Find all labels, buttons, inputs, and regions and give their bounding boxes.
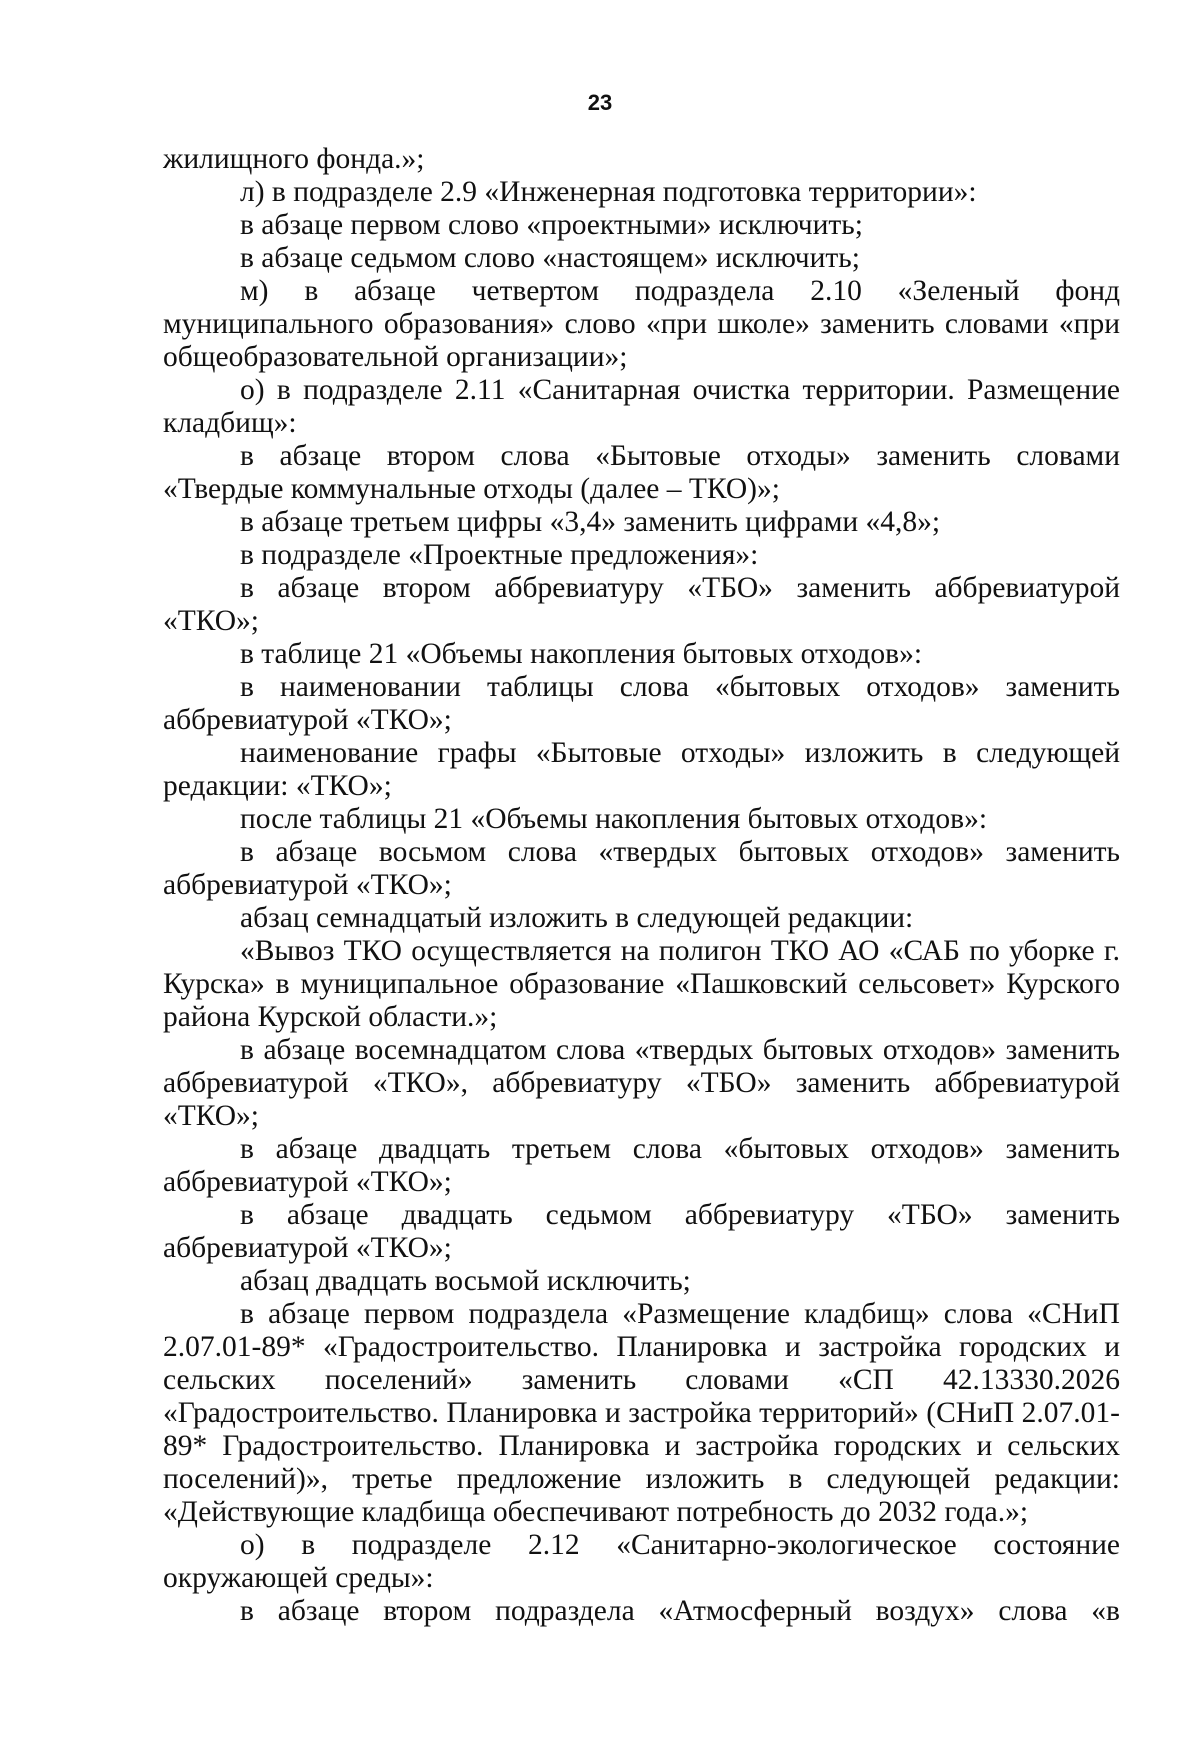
paragraph: абзац двадцать восьмой исключить; (240, 1265, 691, 1297)
paragraph: в абзаце втором подраздела «Атмосферный воздух» слова «в (240, 1595, 1120, 1627)
paragraph: в абзаце втором слова «Бытовые отходы» заменить словами «Твердые коммунальные отходы (далее – ТКО)»; (163, 440, 1120, 505)
paragraph: л) в подразделе 2.9 «Инженерная подготовка территории»: (240, 176, 977, 208)
paragraph: в наименовании таблицы слова «бытовых отходов» заменить аббревиатурой «ТКО»; (163, 671, 1120, 736)
paragraph: наименование графы «Бытовые отходы» изложить в следующей редакции: «ТКО»; (163, 737, 1120, 802)
paragraph: о) в подразделе 2.11 «Санитарная очистка территории. Размещение кладбищ»: (163, 374, 1120, 439)
document-body (163, 143, 1120, 1628)
paragraph: «Вывоз ТКО осуществляется на полигон ТКО АО «САБ по уборке г. Курска» в муниципальное образование «Пашковский сельсовет» Курского района Курской области.»; (163, 935, 1120, 1033)
paragraph: о) в подразделе 2.12 «Санитарно-экологическое состояние окружающей среды»: (163, 1529, 1120, 1594)
paragraph: в абзаце третьем цифры «3,4» заменить цифрами «4,8»; (240, 506, 941, 538)
paragraph: после таблицы 21 «Объемы накопления бытовых отходов»: (240, 803, 988, 835)
paragraph: в абзаце восемнадцатом слова «твердых бытовых отходов» заменить аббревиатурой «ТКО», аббревиатуру «ТБО» заменить аббревиатурой «ТКО»; (163, 1034, 1120, 1132)
paragraph: в абзаце двадцать третьем слова «бытовых отходов» заменить аббревиатурой «ТКО»; (163, 1133, 1120, 1198)
paragraph: в подразделе «Проектные предложения»: (240, 539, 759, 571)
paragraph: жилищного фонда.»; (163, 143, 425, 175)
paragraph: в абзаце первом подраздела «Размещение кладбищ» слова «СНиП 2.07.01-89* «Градостроительство. Планировка и застройка городских и сельских поселений» заменить словами «СП 42.13330.2026 «Градостроительство. Планировка и застройка территорий» (СНиП 2.07.01-89* Градостроительство. Планировка и застройка городских и сельских поселений)», третье предложение изложить в следующей редакции: «Действующие кладбища обеспечивают потребность до 2032 года.»; (163, 1298, 1120, 1528)
paragraph: м) в абзаце четвертом подраздела 2.10 «Зеленый фонд муниципального образования» слово «при школе» заменить словами «при общеобразовательной организации»; (163, 275, 1120, 373)
paragraph: в абзаце восьмом слова «твердых бытовых отходов» заменить аббревиатурой «ТКО»; (163, 836, 1120, 901)
paragraph: в абзаце седьмом слово «настоящем» исключить; (240, 242, 860, 274)
paragraph: в таблице 21 «Объемы накопления бытовых отходов»: (240, 638, 923, 670)
paragraph: в абзаце втором аббревиатуру «ТБО» заменить аббревиатурой «ТКО»; (163, 572, 1120, 637)
page-number: 23 (587, 90, 613, 115)
paragraph: абзац семнадцатый изложить в следующей редакции: (240, 902, 914, 934)
paragraph: в абзаце первом слово «проектными» исключить; (240, 209, 863, 241)
paragraph: в абзаце двадцать седьмом аббревиатуру «ТБО» заменить аббревиатурой «ТКО»; (163, 1199, 1120, 1264)
